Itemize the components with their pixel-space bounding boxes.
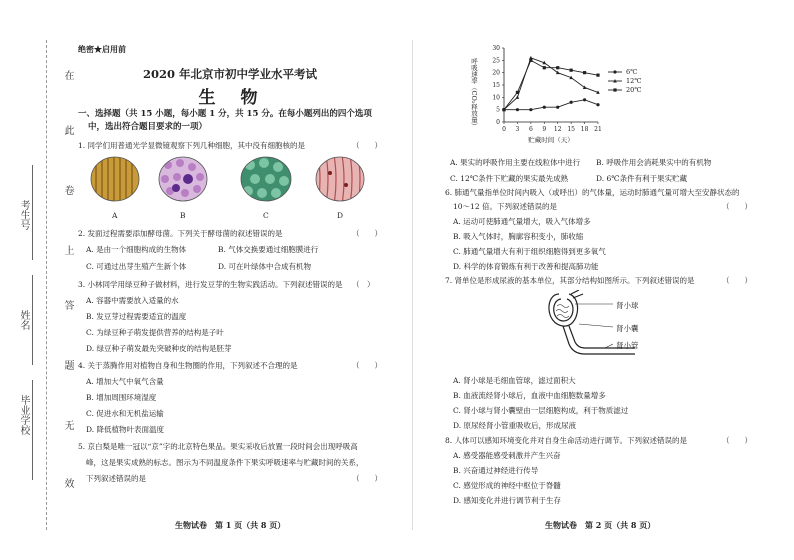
seal-char: 答 [62, 300, 73, 310]
x-tick-label: 0 [502, 126, 506, 133]
data-point [516, 95, 520, 99]
question-3-stem: 3. 小林同学用绿豆种子做材料，进行发豆芽的生物实践活动。下列叙述错误的是 [78, 280, 343, 289]
option-b: B. 呼吸作用会消耗果实中的有机物 [596, 158, 712, 167]
option-d: D. 原尿经肾小管重吸收后，形成尿液 [453, 421, 577, 430]
caption-b: B [180, 211, 186, 220]
legend-label: 20℃ [626, 86, 642, 95]
subject-title: 生 物 [198, 88, 262, 108]
seal-char: 上 [62, 245, 73, 255]
seal-char: 无 [62, 420, 73, 430]
field-name: 姓名 [18, 310, 29, 330]
seal-char: 在 [62, 70, 73, 80]
question-5-stem-3: 下列叙述错误的是 [86, 474, 146, 483]
seal-char: 卷 [62, 185, 73, 195]
section-heading-2: 中，选出符合题目要求的一项） [88, 122, 208, 132]
option-d: D. 6℃条件有利于果实贮藏 [596, 174, 688, 183]
question-5-stem: 5. 京白梨是唯一冠以“京”字的北京特色果品。果实采收后放置一段时间会出现呼吸高 [78, 442, 358, 451]
x-tick-label: 15 [567, 126, 575, 133]
question-5-stem-2: 峰，这是果实成熟的标志。图示为不同温度条件下果实呼吸速率与贮藏时间的关系， [86, 458, 364, 467]
page-divider [412, 40, 413, 530]
data-point [583, 98, 586, 101]
answer-paren: （ ） [352, 361, 382, 370]
answer-paren: （ ） [352, 229, 382, 238]
data-point [570, 101, 573, 104]
option-b: B. 吸入气体时，胸廓容积变小，肺收缩 [453, 232, 584, 241]
x-tick-label: 12 [553, 126, 562, 133]
option-a: A. 增加大气中氧气含量 [86, 377, 164, 386]
option-a: A. 容器中需要放入适量的水 [86, 296, 179, 305]
y-tick-label: 30 [492, 45, 500, 52]
caption-d: D [337, 211, 344, 220]
legend-label: 6℃ [626, 68, 638, 77]
seal-char: 题 [62, 360, 73, 370]
data-point [516, 108, 519, 111]
cell-image-d [312, 155, 370, 205]
field-name-line [32, 275, 33, 365]
option-a: A. 运动可使肺通气量增大，吸入气体增多 [453, 217, 591, 226]
field-school-line [32, 380, 33, 480]
caption-a: A [112, 211, 118, 220]
data-point [516, 91, 519, 94]
data-point [543, 66, 546, 69]
option-d: D. 科学的体育锻炼有利于改善和提高肺功能 [453, 262, 599, 271]
y-tick-label: 15 [492, 82, 500, 89]
question-6-stem-2: 10～12 倍。下列叙述错误的是 [453, 202, 557, 211]
chart-ylabel: 呼吸速率（CO₂释放量） [470, 58, 478, 130]
y-tick-label: 20 [492, 69, 500, 77]
cell-image-c [238, 155, 298, 205]
option-c: C. 促进水和无机盐运输 [86, 409, 164, 418]
data-point [502, 108, 505, 111]
respiration-chart [482, 42, 682, 154]
x-tick-label: 6 [528, 126, 533, 133]
cell-image-b [155, 155, 215, 205]
answer-paren: （ ） [352, 474, 382, 483]
option-d: D. 绿豆种子萌发最先突破种皮的结构是胚芽 [86, 344, 232, 353]
seal-char: 效 [62, 478, 73, 488]
option-a: A. 肾小球是毛细血管球，滤过面积大 [453, 376, 576, 385]
series-line-1 [504, 58, 598, 110]
option-d: D. 可在叶绿体中合成有机物 [218, 262, 312, 271]
option-d: D. 降低植物叶表面温度 [86, 425, 165, 434]
option-c: C. 为绿豆种子萌发提供营养的结构是子叶 [86, 328, 224, 337]
cell-image-a [90, 155, 145, 205]
data-point [596, 74, 599, 77]
answer-paren: （ ） [722, 436, 752, 445]
option-b: B. 血液流经肾小球后，血液中血细胞数量增多 [453, 391, 606, 400]
question-7-stem: 7. 肾单位是形成尿液的基本单位，其部分结构如图所示。下列叙述错误的是 [445, 276, 695, 285]
option-d: D. 感知变化并进行调节利于生存 [453, 496, 562, 505]
y-tick-label: 0 [496, 119, 500, 126]
option-b: B. 发豆芽过程需要适宜的温度 [86, 312, 187, 321]
legend-label: 12℃ [626, 77, 642, 86]
answer-paren: （ ） [352, 141, 382, 150]
answer-paren: （ ） [722, 202, 752, 211]
x-tick-label: 18 [580, 126, 589, 133]
answer-paren: （ ） [722, 276, 752, 285]
x-tick-label: 9 [542, 126, 547, 133]
question-6-stem: 6. 肺通气量指单位时间内吸入（或呼出）的气体量，运动时肺通气量可增大至安静状态的 [445, 188, 740, 197]
series-line-0 [504, 100, 598, 110]
data-point [556, 106, 559, 109]
question-1-stem: 1. 同学们用普通光学显微镜观察下列几种细胞，其中没有细胞核的是 [78, 141, 306, 150]
option-b: B. 增加周围环境湿度 [86, 393, 157, 402]
x-axis-label: 贮藏时间（天） [528, 136, 574, 144]
caption-c: C [263, 211, 269, 220]
data-point [596, 103, 599, 106]
binding-line [46, 40, 47, 530]
option-b: B. 气体交换要通过细胞膜进行 [218, 245, 319, 254]
y-tick-label: 5 [496, 106, 500, 114]
data-point [556, 66, 559, 69]
option-c: C. 可通过出芽生殖产生新个体 [86, 262, 187, 271]
option-c: C. 12℃条件下贮藏的果实最先成熟 [450, 174, 569, 183]
option-c: C. 肾小球与肾小囊壁由一层细胞构成，利于物质滤过 [453, 406, 629, 415]
option-c: C. 感觉形成的神经中枢位于脊髓 [453, 481, 561, 490]
label-bowman-capsule: 肾小囊 [616, 324, 639, 333]
option-b: B. 兴奋通过神经进行传导 [453, 466, 539, 475]
field-exam-number-line [32, 165, 33, 260]
seal-char: 此 [62, 125, 73, 135]
data-point [529, 108, 532, 111]
cell-images [90, 155, 370, 210]
field-exam-number: 考生号 [18, 200, 29, 230]
x-tick-label: 21 [594, 126, 602, 133]
data-point [529, 59, 532, 62]
label-renal-tubule: 肾小管 [616, 341, 639, 350]
answer-paren: （ ） [352, 280, 375, 289]
option-a: A. 感受器能感受刺激并产生兴奋 [453, 451, 561, 460]
exam-title: 2020 年北京市初中学业水平考试 [142, 67, 317, 81]
question-8-stem: 8. 人体可以感知环境变化并对自身生命活动进行调节。下列叙述错误的是 [445, 436, 688, 445]
option-a: A. 果实的呼吸作用主要在线粒体中进行 [450, 158, 581, 167]
x-tick-label: 3 [515, 126, 520, 133]
legend-marker [613, 70, 616, 73]
field-school: 毕业学校 [18, 395, 29, 435]
section-heading: 一、选择题（共 15 小题，每小题 1 分，共 15 分。在每小题列出的四个选项 [78, 109, 372, 119]
option-c: C. 肺通气量增大有利于组织细胞得到更多氧气 [453, 247, 606, 256]
data-point [583, 71, 586, 74]
y-tick-label: 25 [492, 57, 500, 65]
question-2-stem: 2. 发面过程需要添加酵母菌。下列关于酵母菌的叙述错误的是 [78, 229, 283, 238]
y-tick-label: 10 [492, 94, 500, 102]
data-point [570, 69, 573, 72]
secret-mark: 绝密★启用前 [78, 44, 126, 54]
page-footer-left: 生物试卷 第 1 页（共 8 页） [175, 520, 286, 530]
label-glomerulus: 肾小球 [616, 301, 639, 310]
page-footer-right: 生物试卷 第 2 页（共 8 页） [545, 520, 656, 530]
option-a: A. 是由一个细胞构成的生物体 [86, 245, 187, 254]
legend-marker [613, 88, 616, 91]
series-line-2 [504, 60, 598, 109]
question-4-stem: 4. 关于蒸腾作用对植物自身和生物圈的作用，下列叙述不合理的是 [78, 361, 298, 370]
data-point [543, 106, 546, 109]
